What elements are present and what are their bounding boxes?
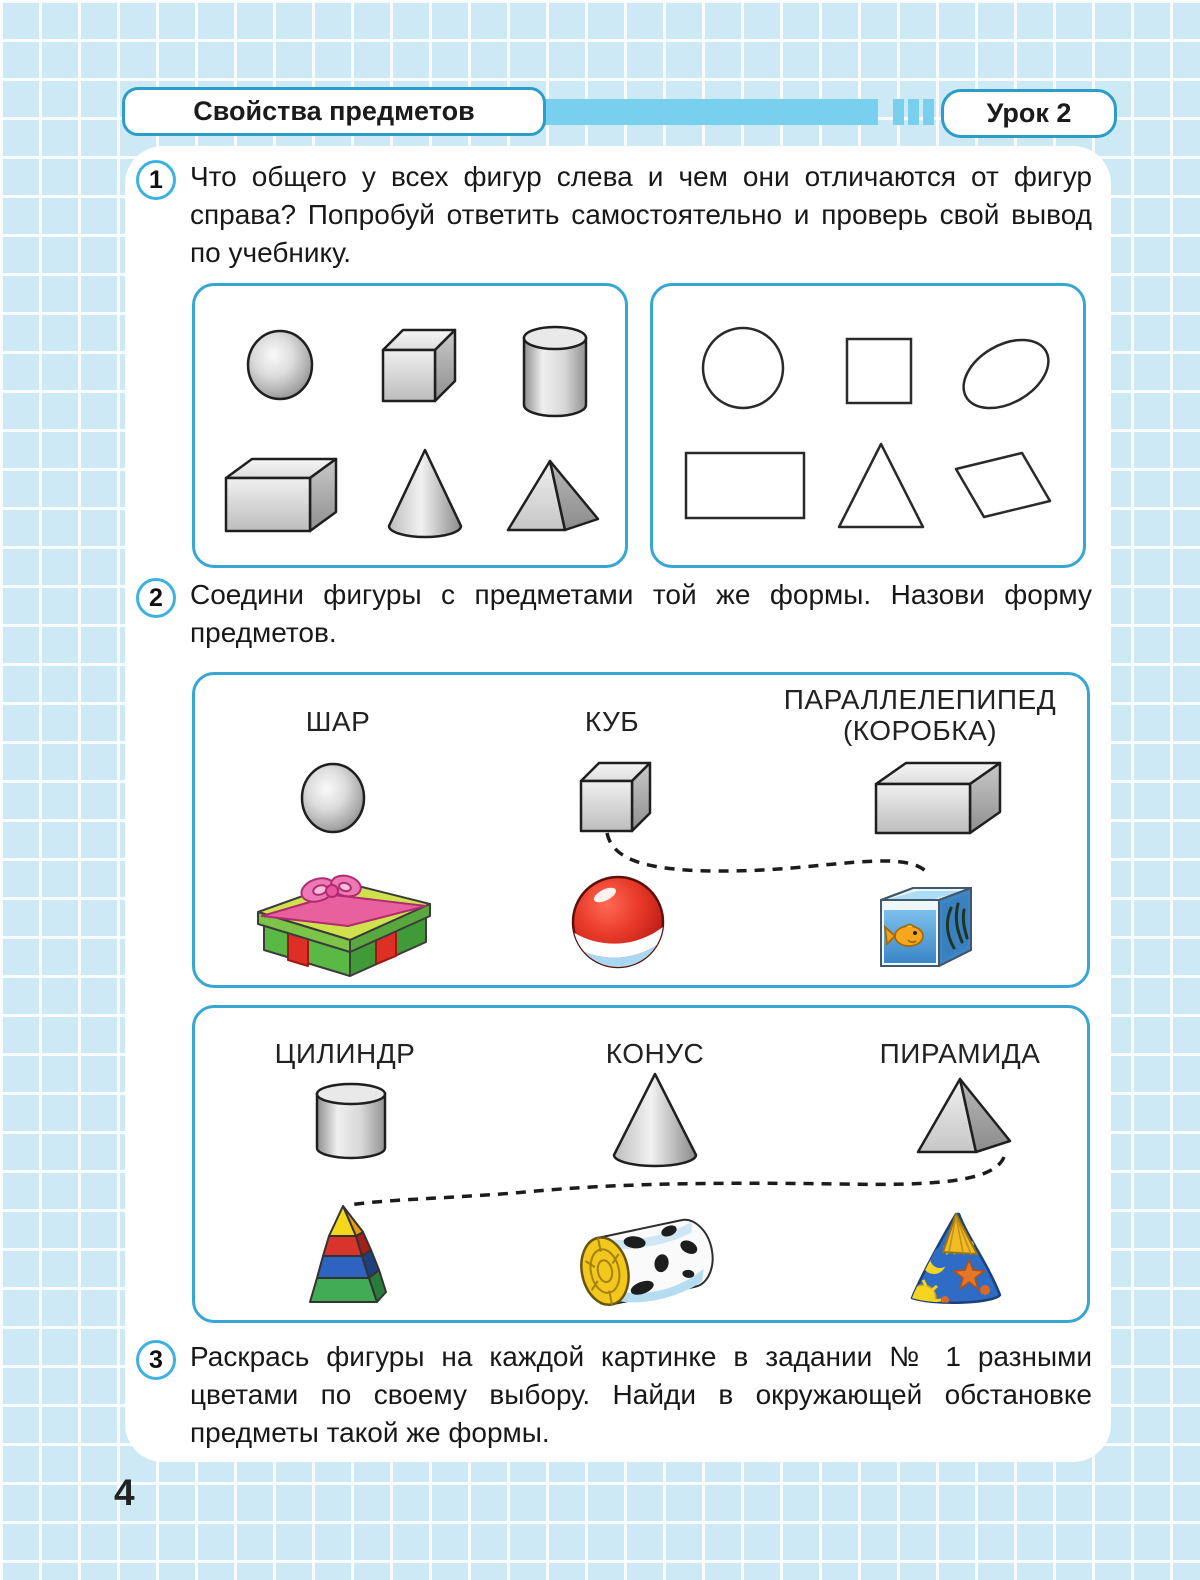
cube-figure-small — [576, 759, 654, 835]
label-parallelepiped-line1: ПАРАЛЛЕЛЕПИПЕД — [783, 684, 1057, 715]
gift-box-illustration — [250, 860, 440, 982]
box-figure — [222, 455, 340, 535]
task-2-number — [136, 578, 176, 618]
sphere-figure-small — [299, 761, 367, 835]
label-parallelepiped-line2: (КОРОБКА) — [842, 715, 998, 746]
red-ball-illustration — [568, 872, 668, 972]
page-number: 4 — [114, 1472, 135, 1513]
ellipse-figure — [955, 327, 1057, 421]
birch-log-illustration — [573, 1212, 723, 1312]
lesson-label: Урок 2 — [986, 98, 1072, 128]
lesson-badge — [941, 89, 1117, 138]
task-1-text: Что общего у всех фигур слева и чем они отличаются от фигур справа? Попробуй ответить самостоятельно и проверь свой вывод по учебнику. — [190, 161, 1092, 268]
circle-figure — [699, 324, 787, 412]
page-title-label: Свойства предметов — [193, 96, 475, 126]
cylinder-figure — [521, 324, 589, 420]
label-cube: КУБ — [584, 706, 640, 737]
header-tick — [908, 99, 919, 125]
task-3-number — [136, 1340, 176, 1380]
label-pyramid: ПИРАМИДА — [879, 1038, 1041, 1069]
task-3-number-label: 3 — [149, 1345, 163, 1374]
triangle-figure — [835, 439, 927, 533]
label-cylinder: ЦИЛИНДР — [274, 1038, 416, 1069]
box-figure-small — [872, 759, 1004, 837]
label-parallelepiped — [760, 684, 1080, 746]
pyramid-toy-illustration — [293, 1200, 393, 1312]
cylinder-figure-small — [314, 1082, 388, 1162]
rectangle-figure — [683, 450, 809, 522]
parallelogram-figure — [944, 449, 1062, 523]
square-figure — [844, 336, 914, 406]
sphere-figure — [245, 328, 315, 402]
cube-figure — [377, 325, 459, 405]
task-3-text: Раскрась фигуры на каждой картинке в задании № 1 разными цветами по своему выбору. Найди в окружающей обстановке предметы такой же формы. — [190, 1341, 1092, 1448]
header-tick — [893, 99, 904, 125]
task-1-number-label: 1 — [149, 165, 163, 194]
pyramid-figure-small — [910, 1075, 1016, 1159]
header-tick — [923, 99, 934, 125]
task-2-number-label: 2 — [149, 583, 163, 612]
task-1-number — [136, 160, 176, 200]
label-sphere: ШАР — [305, 706, 371, 737]
pyramid-figure — [502, 457, 604, 537]
party-hat-illustration — [901, 1208, 1011, 1312]
page-title — [122, 87, 546, 136]
label-cone: КОНУС — [605, 1038, 705, 1069]
aquarium-illustration — [873, 870, 987, 978]
cone-figure — [385, 446, 465, 540]
cone-figure-small — [610, 1070, 700, 1170]
task-2-text: Соедини фигуры с предметами той же формы. Назови форму предметов. — [190, 579, 1092, 648]
